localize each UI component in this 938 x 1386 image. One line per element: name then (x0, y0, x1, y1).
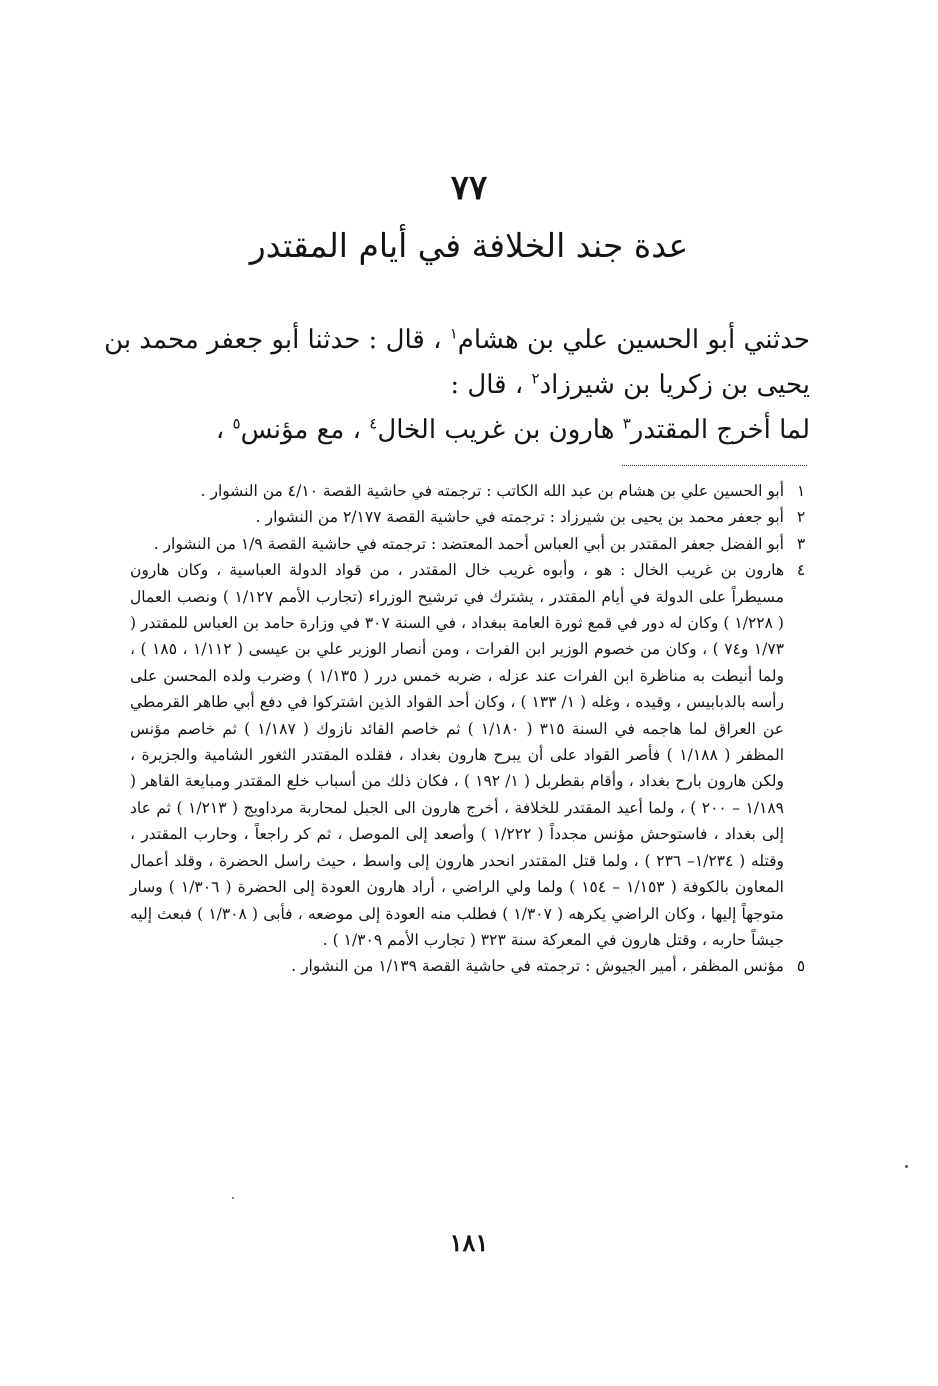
footnote-number: ٥ (796, 957, 806, 976)
footnotes (130, 478, 810, 980)
footnote-4 (130, 557, 810, 953)
body-line-1a: حدثني أبو الحسين علي بن هشام (457, 325, 810, 355)
footnote-ref-2: ٢ (531, 369, 540, 388)
body-line-1 (104, 318, 810, 363)
footnote-text: أبو جعفر محمد بن يحيى بن شيرزاد : ترجمته في حاشية القصة ٢/١٧٧ من النشوار . (255, 508, 784, 527)
footnote-text: هارون بن غريب الخال : هو ، وأبوه غريب خال المقتدر ، من قواد الدولة العباسية ، وكان هارون مسيطراً على الدولة في أيام المقتدر ، يشترك في ترشيح الوزراء (تجارب الأمم ١/١٢٧ ) ونصب العمال ( ١/٢٢٨ ) وكان له دور في قمع ثورة العامة ببغداد ، في السنة ٣٠٧ في وزارة حامد بن العباس للمقتدر ( ١/٧٣ و٧٤ ) ، وكان من خصوم الوزير ابن الفرات ، ومن أنصار الوزير علي بن عيسى ( ١/١١٢ ، ١٨٥ ) ، ولما أنيطت به مناظرة ابن الفرات عند عزله ، ضربه خمس درر ( ١/١٣٥ ) وضرب ولده المحسن على رأسه بالدبابيس ، وقيده ، وغله ( ١/ ١٣٣ ) ، وكان أحد القواد الذين اشتركوا في دفع أبي طاهر القرمطي عن العراق لما هاجمه في السنة ٣١٥ ( ١/١٨٠ ) ثم خاصم القائد نازوك ( ١/١٨٧ ) ثم خاصم مؤنس المظفر ( ١/١٨٨ ) فأصر القواد على أن يبرح هارون بغداد ، فقلده المقتدر الثغور الشامية والجزيرة ، ولكن هارون بارح بغداد ، وأقام بقطربل ( ١/ ١٩٢ ) ، فكان ذلك من أسباب خلع المقتدر ومبايعة القاهر ( ١/١٨٩ – ٢٠٠ ) ، ولما أعيد المقتدر للخلافة ، أخرج هارون الى الجبل لمحاربة مرداويج ( ١/٢١٣ ) ثم عاد إلى بغداد ، فاستوحش مؤنس مجدداً ( ١/٢٢٢ ) وأصعد إلى الموصل ، ثم كر راجعاً ، وحارب المقتدر ، وقتله ( ١/٢٣٤– ٢٣٦ ) ، ولما قتل المقتدر انحدر هارون إلى واسط ، حيث راسل الحضرة ، وقلد أعمال المعاون بالكوفة ( ١/١٥٣ – ١٥٤ ) ولما ولي الراضي ، أراد هارون العودة إلى الحضرة ( ١/٣٠٦ ) وسار متوجهاً إليها ، وكان الراضي يكرهه ( ١/٣٠٧ ) فطلب منه العودة إلى موضعه ، فأبى ( ١/٣٠٨ ) فبعث إليه جيشاً حاربه ، وقتل هارون في المعركة سنة ٣٢٣ ( تجارب الأمم ١/٣٠٩ ) . (130, 561, 785, 949)
footnote-number: ٣ (796, 534, 806, 553)
body-line-2 (130, 363, 810, 408)
body-line-3d: ، (215, 415, 225, 445)
footnote-2 (130, 504, 810, 530)
body-line-1b: ، قال : حدثنا أبو جعفر محمد بن (104, 325, 442, 355)
footnote-ref-1: ١ (449, 324, 458, 343)
footnote-number: ٢ (796, 508, 806, 527)
footnote-number: ٤ (796, 561, 806, 580)
footnote-ref-4: ٤ (369, 414, 378, 433)
footnote-1 (130, 478, 810, 504)
footnote-ref-5: ٥ (232, 414, 241, 433)
footnote-ref-3: ٣ (622, 414, 631, 433)
scan-speck (232, 1197, 234, 1199)
chapter-number: ٧٧ (450, 168, 488, 208)
body-line-3c: ، مع مؤنس (240, 415, 361, 445)
footnote-number: ١ (796, 482, 806, 500)
body-line-3 (130, 408, 810, 453)
scan-speck (905, 1165, 908, 1168)
body-text (104, 318, 810, 453)
footnote-5 (130, 953, 810, 979)
footnote-3 (130, 531, 810, 557)
footnote-text: أبو الحسين علي بن هشام بن عبد الله الكاتب : ترجمته في حاشية القصة ٤/١٠ من النشوار . (200, 482, 784, 500)
chapter-title: عدة جند الخلافة في أيام المقتدر (249, 226, 689, 265)
body-line-2b: ، قال : (450, 370, 524, 400)
footnote-text: أبو الفضل جعفر المقتدر بن أبي العباس أحمد المعتضد : ترجمته في حاشية القصة ١/٩ من النشوار . (153, 534, 784, 553)
body-line-3a: لما أخرج المقتدر (630, 415, 810, 445)
body-line-3b: هارون بن غريب الخال (377, 415, 615, 445)
footnote-text: مؤنس المظفر ، أمير الجيوش : ترجمته في حاشية القصة ١/١٣٩ من النشوار . (291, 957, 784, 976)
body-line-2a: يحيى بن زكريا بن شيرزاد (539, 370, 810, 400)
page-number: ١٨١ (449, 1228, 489, 1257)
footnote-separator (622, 465, 807, 466)
